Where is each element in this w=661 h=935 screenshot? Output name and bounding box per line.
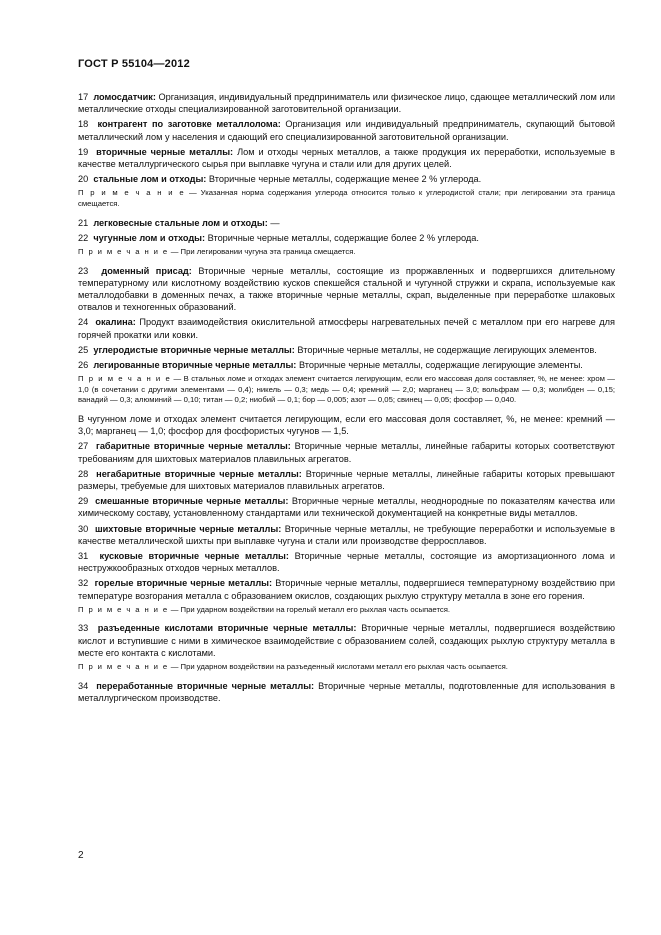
definition: Продукт взаимодействия окислительной атмосферы нагревательных печей с металлом при его нагреве для горячей прокатки или ковки. xyxy=(78,317,616,340)
note-cast-iron: П р и м е ч а н и е — При легировании чугуна эта граница смещается. xyxy=(78,247,356,257)
definition: Вторичные черные металлы, содержащие менее 2 % углерода. xyxy=(208,174,482,185)
term-entry-21: 21 легковесные стальные лом и отходы: — xyxy=(78,217,280,228)
term-entry-30: 30 шихтовые вторичные черные металлы: Вторичные черные металлы, не требующие переработки и используемые в качестве металлической шихты при выплавке чугуна и стали или производстве ферросплавов. xyxy=(78,523,615,546)
definition: Вторичные черные металлы, содержащие более 2 % углерода. xyxy=(207,232,479,243)
definition: Вторичные черные металлы, неоднородные по показателям качества или химическому составу, установленному стандартами или технической документацией на конкретные виды металлов. xyxy=(78,496,615,519)
term: ломосдатчик: xyxy=(93,92,156,102)
note-alloy-elements: П р и м е ч а н и е — В стальных ломе и отходах элемент считается легирующим, если его массовая доля составляет, %, не менее: хром — 1,0 (в сочетании с другими элементами — 0,4); никель — 0,3; медь — 0,4; кремний — 2,0; марганец — 3,0; вольфрам — 0,3; молибден — 0,15; ванадий — 0,3; алюминий — 0,10; титан — 0,2; ниобий — 0,1; бор — 0,005; азот — 0,05; свинец — 0,05; фосфор — 0,040. xyxy=(78,374,615,405)
definition: Вторичные черные металлы, состоящие из проржавленных и подвергшихся длительному температурному или кислотному воздействию кусков спекшейся стальной и чугунной стружки и скрапа, используемые как металлодобавки в доменных печах, а также вторичные черные металлы, скрап, выделенные при переработке шлаковых отвалов и техногенных образований. xyxy=(78,265,616,313)
term: окалина: xyxy=(95,317,136,328)
document-header: ГОСТ Р 55104—2012 xyxy=(78,58,190,70)
note-acid-metal: П р и м е ч а н и е — При ударном воздействии на разъеденный кислотами металл его рыхлая часть осыпается. xyxy=(78,662,508,672)
term-entry-27: 27 габаритные вторичные черные металлы: Вторичные черные металлы, линейные габариты которых соответствуют требованиям для шихтовых материалов плавильных агрегатов. xyxy=(78,441,616,464)
term-entry-29: 29 смешанные вторичные черные металлы: Вторичные черные металлы, неоднородные по показателям качества или химическому составу, установленному стандартами или технической документацией на конкретные виды металлов. xyxy=(78,496,615,519)
term-entry-34: 34 переработанные вторичные черные металлы: Вторичные черные металлы, подготовленные для использования в металлургическом производстве. xyxy=(78,680,615,703)
term-entry-28: 28 негабаритные вторичные черные металлы: Вторичные черные металлы, линейные габариты которых превышают размеры, требуемые для шихтовых материалов плавильных агрегатов. xyxy=(78,468,615,492)
term: чугунные лом и отходы: xyxy=(93,232,206,243)
term: переработанные вторичные черные металлы: xyxy=(96,680,315,691)
term-entry-19: 19 вторичные черные металлы: Лом и отходы черных металлов, а также продукция их переработки, используемые в качестве металлургического сырья при выплавке чугуна и стали или для других целей. xyxy=(78,146,615,170)
term: углеродистые вторичные черные металлы: xyxy=(93,344,295,355)
term-entry-32: 32 горелые вторичные черные металлы: Вторичные черные металлы, подвергшиеся температурному воздействию при температуре возгорания металла с образованием окислов, создающих рыхлую структуру металла в зоне его горения. xyxy=(78,578,616,601)
term-entry-24: 24 окалина: Продукт взаимодействия окислительной атмосферы нагревательных печей с металлом при его нагреве для горячей прокатки или ковки. xyxy=(78,317,616,340)
definition: Вторичные черные металлы, линейные габариты которых соответствуют требованиям для шихтовых материалов плавильных агрегатов. xyxy=(78,441,616,464)
definition: Вторичные черные металлы, не требующие переработки и используемые в качестве металлической шихты при выплавке чугуна и стали или производстве ферросплавов. xyxy=(78,523,615,546)
cast-iron-alloy-paragraph: В чугунном ломе и отходах элемент считается легирующим, если его массовая доля составляет, %, не менее: кремний — 3,0; марганец — 1,0; фосфор для фосфористых чугунов — 1,5. xyxy=(78,414,615,437)
definition: Вторичные черные металлы, подготовленные для использования в металлургическом производстве. xyxy=(78,680,615,703)
term: контрагент по заготовке металлолома: xyxy=(97,119,281,130)
term-entry-17: 17 ломосдатчик: Организация, индивидуальный предприниматель или физическое лицо, сдающее металлический лом или металлические отходы специализированной заготовительной организации. xyxy=(78,92,616,115)
term-entry-31: 31 кусковые вторичные черные металлы: Вторичные черные металлы, состоящие из амортизационного лома и нестружкообразных отходов черных металлов. xyxy=(78,551,616,574)
term: смешанные вторичные черные металлы: xyxy=(95,496,289,507)
term-entry-22: 22 чугунные лом и отходы: Вторичные черные металлы, содержащие более 2 % углерода. xyxy=(78,232,479,243)
definition: — xyxy=(270,217,280,228)
term: разъеденные кислотами вторичные черные металлы: xyxy=(97,623,357,634)
definition: Вторичные черные металлы, линейные габариты которых превышают размеры, требуемые для шихтовых материалов плавильных агрегатов. xyxy=(78,468,615,492)
definition: Вторичные черные металлы, содержащие легирующие элементы. xyxy=(298,360,583,371)
definition: Организация, индивидуальный предприниматель или физическое лицо, сдающее металлический лом или металлические отходы специализированной заготовительной организации. xyxy=(78,92,616,115)
definition: Вторичные черные металлы, подвергшиеся температурному воздействию при температуре возгорания металла с образованием окислов, создающих рыхлую структуру металла в зоне его горения. xyxy=(78,578,616,601)
term: габаритные вторичные черные металлы: xyxy=(96,441,291,452)
term-entry-25: 25 углеродистые вторичные черные металлы: Вторичные черные металлы, не содержащие легирующих элементов. xyxy=(78,344,597,355)
definition: Вторичные черные металлы, не содержащие легирующих элементов. xyxy=(297,344,597,355)
term-entry-18: 18 контрагент по заготовке металлолома: Организация или индивидуальный предприниматель, скупающий бытовой металлический лом у населения и сдающий его специализированной заготовительной организации. xyxy=(78,119,615,142)
term: шихтовые вторичные черные металлы: xyxy=(95,523,282,534)
term: негабаритные вторичные черные металлы: xyxy=(96,468,302,479)
definition: Организация или индивидуальный предприниматель, скупающий бытовой металлический лом у населения и сдающий его специализированной заготовительной организации. xyxy=(78,119,615,142)
term: стальные лом и отходы: xyxy=(93,174,207,185)
definition: Вторичные черные металлы, состоящие из амортизационного лома и нестружкообразных отходов черных металлов. xyxy=(78,551,616,574)
definition: Лом и отходы черных металлов, а также продукция их переработки, используемые в качестве металлургического сырья при выплавке чугуна и стали или для других целей. xyxy=(78,146,615,170)
term: доменный присад: xyxy=(101,265,192,276)
document-body xyxy=(78,91,615,707)
note-carbon-steel: П р и м е ч а н и е — Указанная норма содержания углерода относится только к углеродистой стали; при легировании эта граница смещается. xyxy=(78,188,615,209)
term-entry-20: 20 стальные лом и отходы: Вторичные черные металлы, содержащие менее 2 % углерода. xyxy=(78,174,482,185)
term: кусковые вторичные черные металлы: xyxy=(99,551,289,562)
note-burnt-metal: П р и м е ч а н и е — При ударном воздействии на горелый металл его рыхлая часть осыпается. xyxy=(78,604,451,614)
page-number: 2 xyxy=(78,850,84,861)
definition: Вторичные черные металлы, подвергшиеся воздействию кислот и вступившие с ними в химическое взаимодействие с образованием солей, создающих рыхлую структуру металла в месте его контакта с кислотами. xyxy=(78,623,615,658)
term: легированные вторичные черные металлы: xyxy=(93,360,297,371)
term-entry-33: 33 разъеденные кислотами вторичные черные металлы: Вторичные черные металлы, подвергшиеся воздействию кислот и вступившие с ними в химическое взаимодействие с образованием солей, создающих рыхлую структуру металла в месте его контакта с кислотами. xyxy=(78,623,615,658)
term-entry-23: 23 доменный присад: Вторичные черные металлы, состоящие из проржавленных и подвергшихся длительному температурному или кислотному воздействию кусков спекшейся стальной и чугунной стружки и скрапа, используемые как металлодобавки в доменных печах, а также вторичные черные металлы, скрап, выделенные при переработке шлаковых отвалов и техногенных образований. xyxy=(78,265,616,313)
term: вторичные черные металлы: xyxy=(96,146,234,157)
term: горелые вторичные черные металлы: xyxy=(94,578,273,589)
term-entry-26: 26 легированные вторичные черные металлы: Вторичные черные металлы, содержащие легирующие элементы. xyxy=(78,360,583,371)
term: легковесные стальные лом и отходы: xyxy=(93,217,268,228)
